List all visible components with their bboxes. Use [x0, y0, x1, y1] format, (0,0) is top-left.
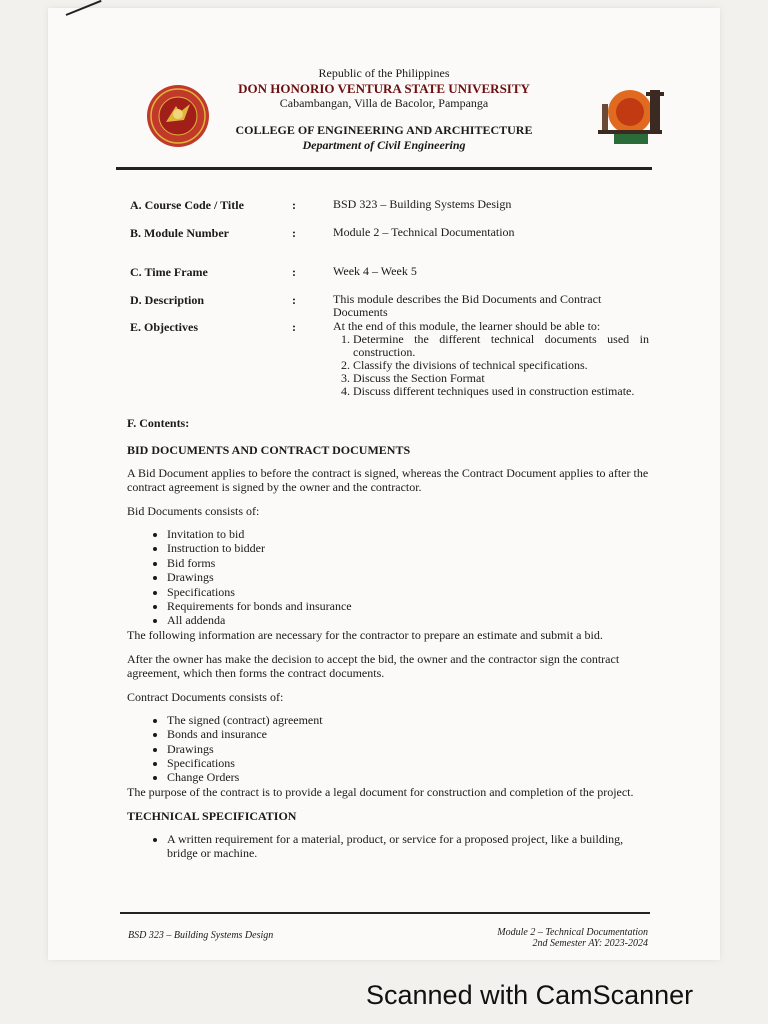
technical-specification-list: [127, 832, 652, 861]
contract-documents-list: [127, 713, 652, 785]
letterhead: [0, 66, 768, 153]
objective-item: 1. Determine the different technical documents used in construction.: [353, 333, 649, 359]
college-name: COLLEGE OF ENGINEERING AND ARCHITECTURE: [235, 123, 533, 137]
objective-item: 3. Discuss the Section Format: [353, 372, 649, 385]
list-item: • Invitation to bid: [167, 527, 652, 541]
footer-semester: 2nd Semester AY: 2023-2024: [532, 938, 648, 949]
footer-module: Module 2 – Technical Documentation: [497, 927, 648, 938]
list-item: • Specifications: [167, 756, 652, 770]
list-item: • Drawings: [167, 742, 652, 756]
course-value: BSD 323 – Building Systems Design: [333, 197, 512, 211]
objectives-block: [333, 320, 649, 398]
contents-label: F. Contents:: [127, 416, 190, 430]
header-divider: [116, 167, 652, 170]
objective-item: 4. Discuss different techniques used in construction estimate.: [353, 385, 649, 398]
paragraph: The purpose of the contract is to provide a legal document for construction and completion of the project.: [127, 784, 634, 799]
bid-documents-intro: Bid Documents consists of:: [127, 504, 260, 518]
objective-item: 2. Classify the divisions of technical specifications.: [353, 359, 649, 372]
university-address: Cabambangan, Villa de Bacolor, Pampanga: [279, 96, 489, 110]
university-name: DON HONORIO VENTURA STATE UNIVERSITY: [238, 81, 530, 96]
colon: :: [292, 320, 296, 334]
list-item: • Instruction to bidder: [167, 541, 652, 555]
camscanner-watermark: Scanned with CamScanner: [366, 980, 694, 1010]
colon: :: [292, 198, 296, 212]
list-item: • All addenda: [167, 613, 652, 627]
section-title-technical-specification: TECHNICAL SPECIFICATION: [127, 808, 297, 823]
objectives-list: [333, 333, 649, 398]
module-value: Module 2 – Technical Documentation: [333, 225, 515, 239]
list-item: • Drawings: [167, 570, 652, 584]
colon: :: [292, 265, 296, 279]
department-name: Department of Civil Engineering: [302, 138, 466, 152]
footer-module-info: [440, 927, 648, 949]
time-value: Week 4 – Week 5: [333, 264, 417, 278]
list-item: • Specifications: [167, 585, 652, 599]
time-label: C. Time Frame: [130, 265, 208, 279]
list-item: • Change Orders: [167, 770, 652, 784]
objectives-label: E. Objectives: [130, 320, 198, 334]
paragraph: A Bid Document applies to before the contract is signed, whereas the Contract Document applies to after the contract agreement is signed by the owner and the contractor.: [127, 466, 649, 494]
description-value: This module describes the Bid Documents and Contract Documents: [333, 292, 602, 319]
republic-line: Republic of the Philippines: [318, 66, 450, 80]
list-item: • Bid forms: [167, 556, 652, 570]
footer-divider: [120, 912, 650, 914]
list-item: • A written requirement for a material, product, or service for a proposed project, like a building, bridge or machine.: [167, 832, 652, 861]
colon: :: [292, 226, 296, 240]
course-label: A. Course Code / Title: [130, 198, 244, 212]
description-label: D. Description: [130, 293, 204, 307]
bid-documents-list: [127, 527, 652, 628]
colon: :: [292, 293, 296, 307]
contract-documents-intro: Contract Documents consists of:: [127, 689, 284, 704]
module-contents: [127, 416, 652, 861]
footer-course: BSD 323 – Building Systems Design: [128, 930, 274, 941]
section-title-bid-contract: BID DOCUMENTS AND CONTRACT DOCUMENTS: [127, 443, 411, 457]
list-item: • Bonds and insurance: [167, 727, 652, 741]
objectives-intro: At the end of this module, the learner should be able to:: [333, 319, 601, 333]
list-item: • Requirements for bonds and insurance: [167, 599, 652, 613]
paragraph: After the owner has make the decision to accept the bid, the owner and the contractor sign the contract agreement, which then forms the contract documents.: [127, 651, 620, 680]
paragraph: The following information are necessary for the contractor to prepare an estimate and submit a bid.: [127, 627, 603, 642]
list-item: • The signed (contract) agreement: [167, 713, 652, 727]
module-label: B. Module Number: [130, 226, 229, 240]
